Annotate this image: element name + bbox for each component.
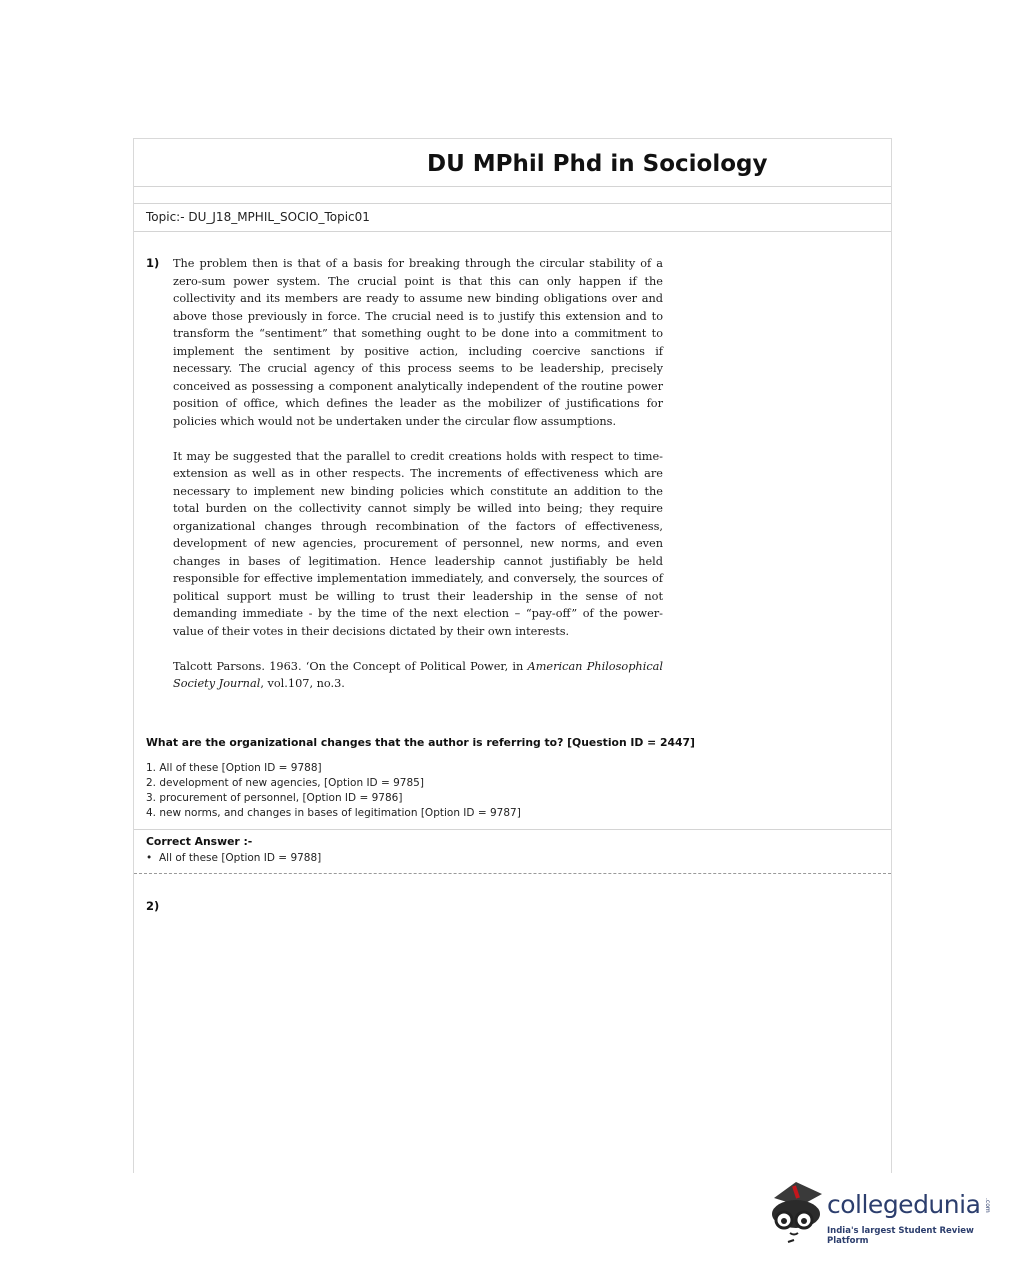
- question-number: 1): [146, 256, 160, 270]
- option-item: 2. development of new agencies, [Option ID = 9785]: [146, 777, 424, 789]
- question-number: 2): [146, 899, 160, 913]
- citation-journal: American Philosophical Society Journal: [173, 659, 663, 690]
- correct-answer: [146, 852, 321, 864]
- question-passage: [173, 255, 663, 693]
- title-divider: [134, 186, 891, 187]
- citation-prefix: Talcott Parsons. 1963. ‘On the Concept of Political Power, in: [173, 659, 528, 673]
- passage-citation: [173, 658, 663, 693]
- citation-suffix: , vol.107, no.3.: [260, 677, 345, 690]
- option-item: 1. All of these [Option ID = 9788]: [146, 762, 322, 774]
- topic-label: Topic:- DU_J18_MPHIL_SOCIO_Topic01: [146, 210, 370, 224]
- topic-divider-bottom: [134, 231, 891, 232]
- question-paper-page: [133, 138, 892, 1173]
- correct-answer-value: All of these [Option ID = 9788]: [159, 852, 322, 864]
- logo-tagline: India's largest Student Review Platform: [827, 1226, 974, 1246]
- answer-divider: [134, 829, 891, 830]
- logo-wordmark: collegedunia: [827, 1190, 981, 1219]
- question-separator: [134, 873, 891, 874]
- question-text: What are the organizational changes that the author is referring to? [Question ID = 2447]: [146, 736, 695, 749]
- collegedunia-logo: [766, 1176, 996, 1246]
- correct-answer-label: Correct Answer :-: [146, 835, 253, 848]
- passage-paragraph: The problem then is that of a basis for breaking through the circular stability of a zero-sum power system. The crucial point is that this can only happen if the collectivity and its members are ready to assume new binding obligations over and above those previously in force. The crucial need is to justify this extension and to transform the “sentiment” that something ought to be done into a commitment to implement the sentiment by positive action, including coercive sanctions if necessary. The crucial agency of this process seems to be leadership, precisely conceived as possessing a component analytically independent of the routine power position of office, which defines the leader as the mobilizer of justifications for policies which would not be undertaken under the circular flow assumptions.: [173, 257, 663, 428]
- topic-divider-top: [134, 203, 891, 204]
- mascot-icon: [766, 1176, 826, 1246]
- logo-suffix: .com: [984, 1198, 991, 1213]
- option-item: 3. procurement of personnel, [Option ID = 9786]: [146, 792, 403, 804]
- option-item: 4. new norms, and changes in bases of legitimation [Option ID = 9787]: [146, 807, 521, 819]
- page-title: DU MPhil Phd in Sociology: [427, 151, 768, 177]
- options-list: [146, 761, 521, 821]
- passage-paragraph: It may be suggested that the parallel to credit creations holds with respect to time-extension as well as in other respects. The increments of effectiveness which are necessary to implement new binding policies which constitute an addition to the total burden on the collectivity cannot simply be willed into being; they require organizational changes through recombination of the factors of effectiveness, development of new agencies, procurement of personnel, new norms, and even changes in bases of legitimation. Hence leadership cannot justifiably be held responsible for effective implementation immediately, and conversely, the sources of political support must be willing to trust their leadership in the sense of not demanding immediate - by the time of the next election – “pay-off” of the power-value of their votes in their decisions dictated by their own interests.: [173, 449, 663, 638]
- bullet-icon: •: [146, 852, 153, 864]
